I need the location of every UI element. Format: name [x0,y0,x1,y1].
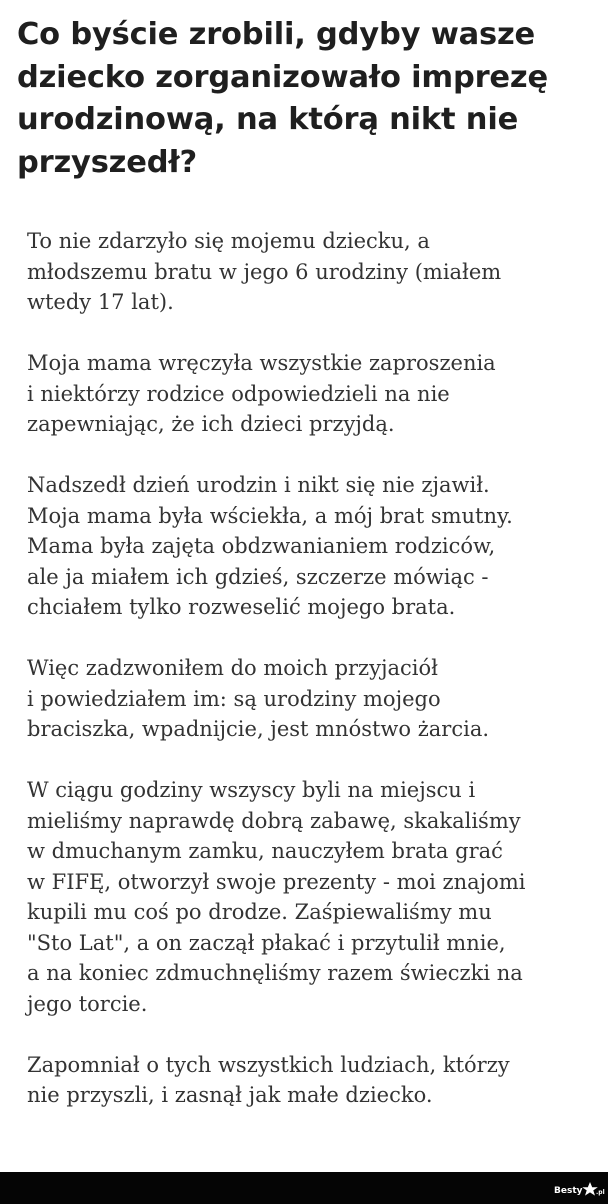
title-line: przyszedł? [17,144,197,180]
story-line: braciszka, wpadnijcie, jest mnóstwo żarcia. [27,717,490,741]
story-line: w dmuchanym zamku, nauczyłem brata grać [27,839,503,863]
story-line: To nie zdarzyło się mojemu dziecku, a [27,229,430,253]
title-line: Co byście zrobili, gdyby wasze [17,17,536,52]
story-paragraph [27,1050,602,1111]
story-line: i powiedziałem im: są urodziny mojego [27,686,441,711]
story-line: Zapomniał o tych wszystkich ludziach, którzy [27,1052,510,1077]
title-line: urodzinową, na którą nikt nie [17,102,519,137]
story-line: Mama była zajęta obdzwanianiem rodziców, [27,534,496,558]
post-title [17,14,597,184]
story-line: Więc zadzwoniłem do moich przyjaciół [27,656,438,680]
story-line: Moja mama była wściekła, a mój brat smutny. [27,503,513,528]
story-line: W ciągu godziny wszyscy byli na miejscu i [27,778,476,802]
story-line: kupili mu coś po drodze. Zaśpiewaliśmy mu [27,900,492,924]
story-line: Nadszedł dzień urodzin i nikt się nie zjawił. [27,473,490,497]
story-line: młodszemu bratu w jego 6 urodziny (miałem [27,259,502,284]
story-line: a na koniec zdmuchnęliśmy razem świeczki na [27,961,523,985]
svg-text:Besty: Besty [554,1186,583,1196]
story-line: mieliśmy naprawdę dobrą zabawę, skakaliśmy [27,808,521,833]
story-line: w FIFĘ, otworzył swoje prezenty - moi znajomi [27,869,526,894]
story-line: zapewniając, że ich dzieci przyjdą. [27,412,395,436]
story-line: chciałem tylko rozweselić mojego brata. [27,595,456,619]
story-line: Moja mama wręczyła wszystkie zaproszenia [27,351,496,375]
story-paragraph [27,348,602,440]
footer-bar [0,1172,608,1204]
story-line: ale ja miałem ich gdzieś, szczerze mówiąc - [27,564,489,589]
story-line: wtedy 17 lat). [27,290,174,314]
title-line: dziecko zorganizowało imprezę [17,59,548,95]
story-line: nie przyszli, i zasnął jak małe dziecko. [27,1083,433,1107]
story-text [27,226,602,1141]
besty-logo-icon [554,1180,605,1198]
story-paragraph [27,226,602,318]
story-line: "Sto Lat", a on zaczął płakać i przytulił mnie, [27,930,506,955]
svg-text:.pl: .pl [596,1189,605,1196]
story-paragraph [27,653,602,745]
story-paragraph [27,775,602,1019]
story-paragraph [27,470,602,623]
story-line: jego torcie. [27,991,148,1016]
story-line: i niektórzy rodzice odpowiedzieli na nie [27,381,450,406]
besty-watermark [554,1180,605,1198]
